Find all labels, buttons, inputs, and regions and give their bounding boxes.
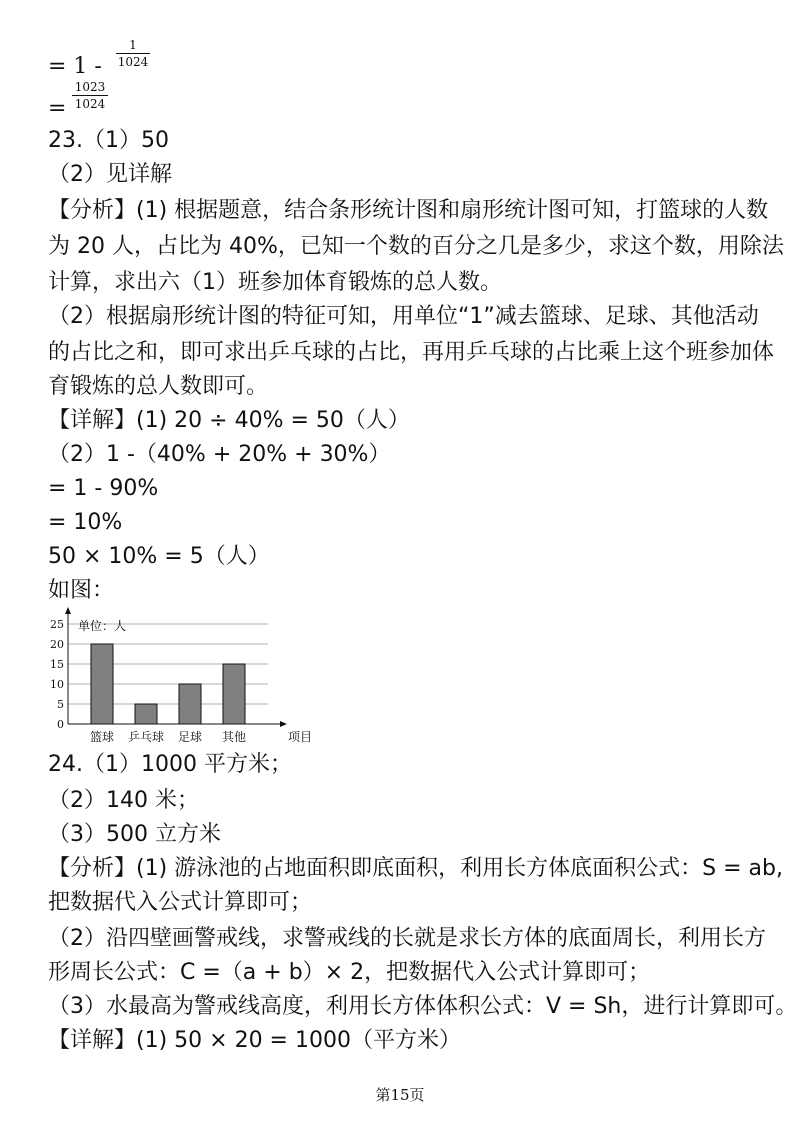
analysis-line: （2）沿四壁画警戒线，求警戒线的长就是求长方体的底面周长，利用长方 — [48, 926, 766, 951]
analysis-line: 形周长公式：C =（a + b）× 2，把数据代入公式计算即可； — [48, 960, 651, 985]
fraction — [116, 38, 150, 69]
analysis-line: 的占比之和，即可求出乒乓球的占比，再用乒乓球的占比乘上这个班参加体 — [48, 340, 775, 365]
x-axis-label: 项目 — [288, 730, 313, 744]
analysis-line: （3）水最高为警戒线高度，利用长方体体积公式：V = Sh，进行计算即可。 — [48, 994, 798, 1019]
answer-24-2: （2）140 米； — [48, 788, 199, 813]
x-axis-arrow — [280, 721, 287, 727]
equation-prefix: = — [48, 96, 67, 121]
fraction-bar — [116, 53, 150, 54]
fraction — [72, 80, 108, 111]
chart-unit-label: 单位：人 — [78, 619, 127, 633]
solution-line: = 1 - 90% — [48, 476, 159, 501]
answer-24-1: 24.（1）1000 平方米； — [48, 752, 292, 777]
solution-line: 【详解】(1) 50 × 20 = 1000（平方米） — [48, 1028, 461, 1053]
solution-line: 50 × 10% = 5（人） — [48, 544, 270, 569]
y-tick-label: 0 — [57, 718, 64, 731]
x-tick-label: 乒乓球 — [127, 730, 165, 744]
bar — [179, 684, 201, 724]
answer-24-3: （3）500 立方米 — [48, 822, 221, 847]
solution-line: （2）1 -（40% + 20% + 30%） — [48, 442, 391, 467]
fraction-denominator: 1024 — [117, 55, 149, 69]
x-tick-label: 其他 — [221, 730, 247, 744]
figure-caption: 如图： — [48, 578, 115, 603]
y-axis-arrow — [65, 607, 71, 614]
equation-prefix: = 1 - — [48, 54, 102, 79]
fraction-denominator: 1024 — [74, 97, 106, 111]
analysis-line: 育锻炼的总人数即可。 — [48, 374, 269, 399]
answer-23-1: 23.（1）50 — [48, 128, 169, 153]
bar — [223, 664, 245, 724]
bar — [135, 704, 157, 724]
analysis-line: 计算，求出六（1）班参加体育锻炼的总人数。 — [48, 270, 502, 295]
fraction-numerator: 1023 — [74, 80, 106, 94]
solution-line: = 10% — [48, 510, 123, 535]
analysis-line: 为 20 人，占比为 40%，已知一个数的百分之几是多少，求这个数，用除法 — [48, 234, 784, 259]
x-tick-label: 足球 — [177, 730, 203, 744]
analysis-line: 【分析】(1) 根据题意，结合条形统计图和扇形统计图可知，打篮球的人数 — [48, 198, 769, 223]
y-tick-label: 5 — [57, 698, 64, 711]
y-tick-label: 25 — [50, 618, 64, 631]
y-tick-label: 15 — [50, 658, 64, 671]
x-tick-label: 篮球 — [89, 730, 115, 744]
analysis-line: 把数据代入公式计算即可； — [48, 890, 313, 915]
analysis-line: 【分析】(1) 游泳池的占地面积即底面积，利用长方体底面积公式：S = ab, — [48, 856, 783, 881]
fraction-numerator: 1 — [129, 38, 137, 52]
bar — [91, 644, 113, 724]
y-tick-label: 20 — [50, 638, 64, 651]
analysis-line: （2）根据扇形统计图的特征可知，用单位“1”减去篮球、足球、其他活动 — [48, 304, 759, 329]
page-number: 第15页 — [375, 1086, 425, 1104]
y-tick-label: 10 — [50, 678, 64, 691]
answer-23-2: （2）见详解 — [48, 162, 172, 187]
bar-chart — [48, 604, 313, 754]
solution-line: 【详解】(1) 20 ÷ 40% = 50（人） — [48, 408, 410, 433]
fraction-bar — [72, 95, 108, 96]
